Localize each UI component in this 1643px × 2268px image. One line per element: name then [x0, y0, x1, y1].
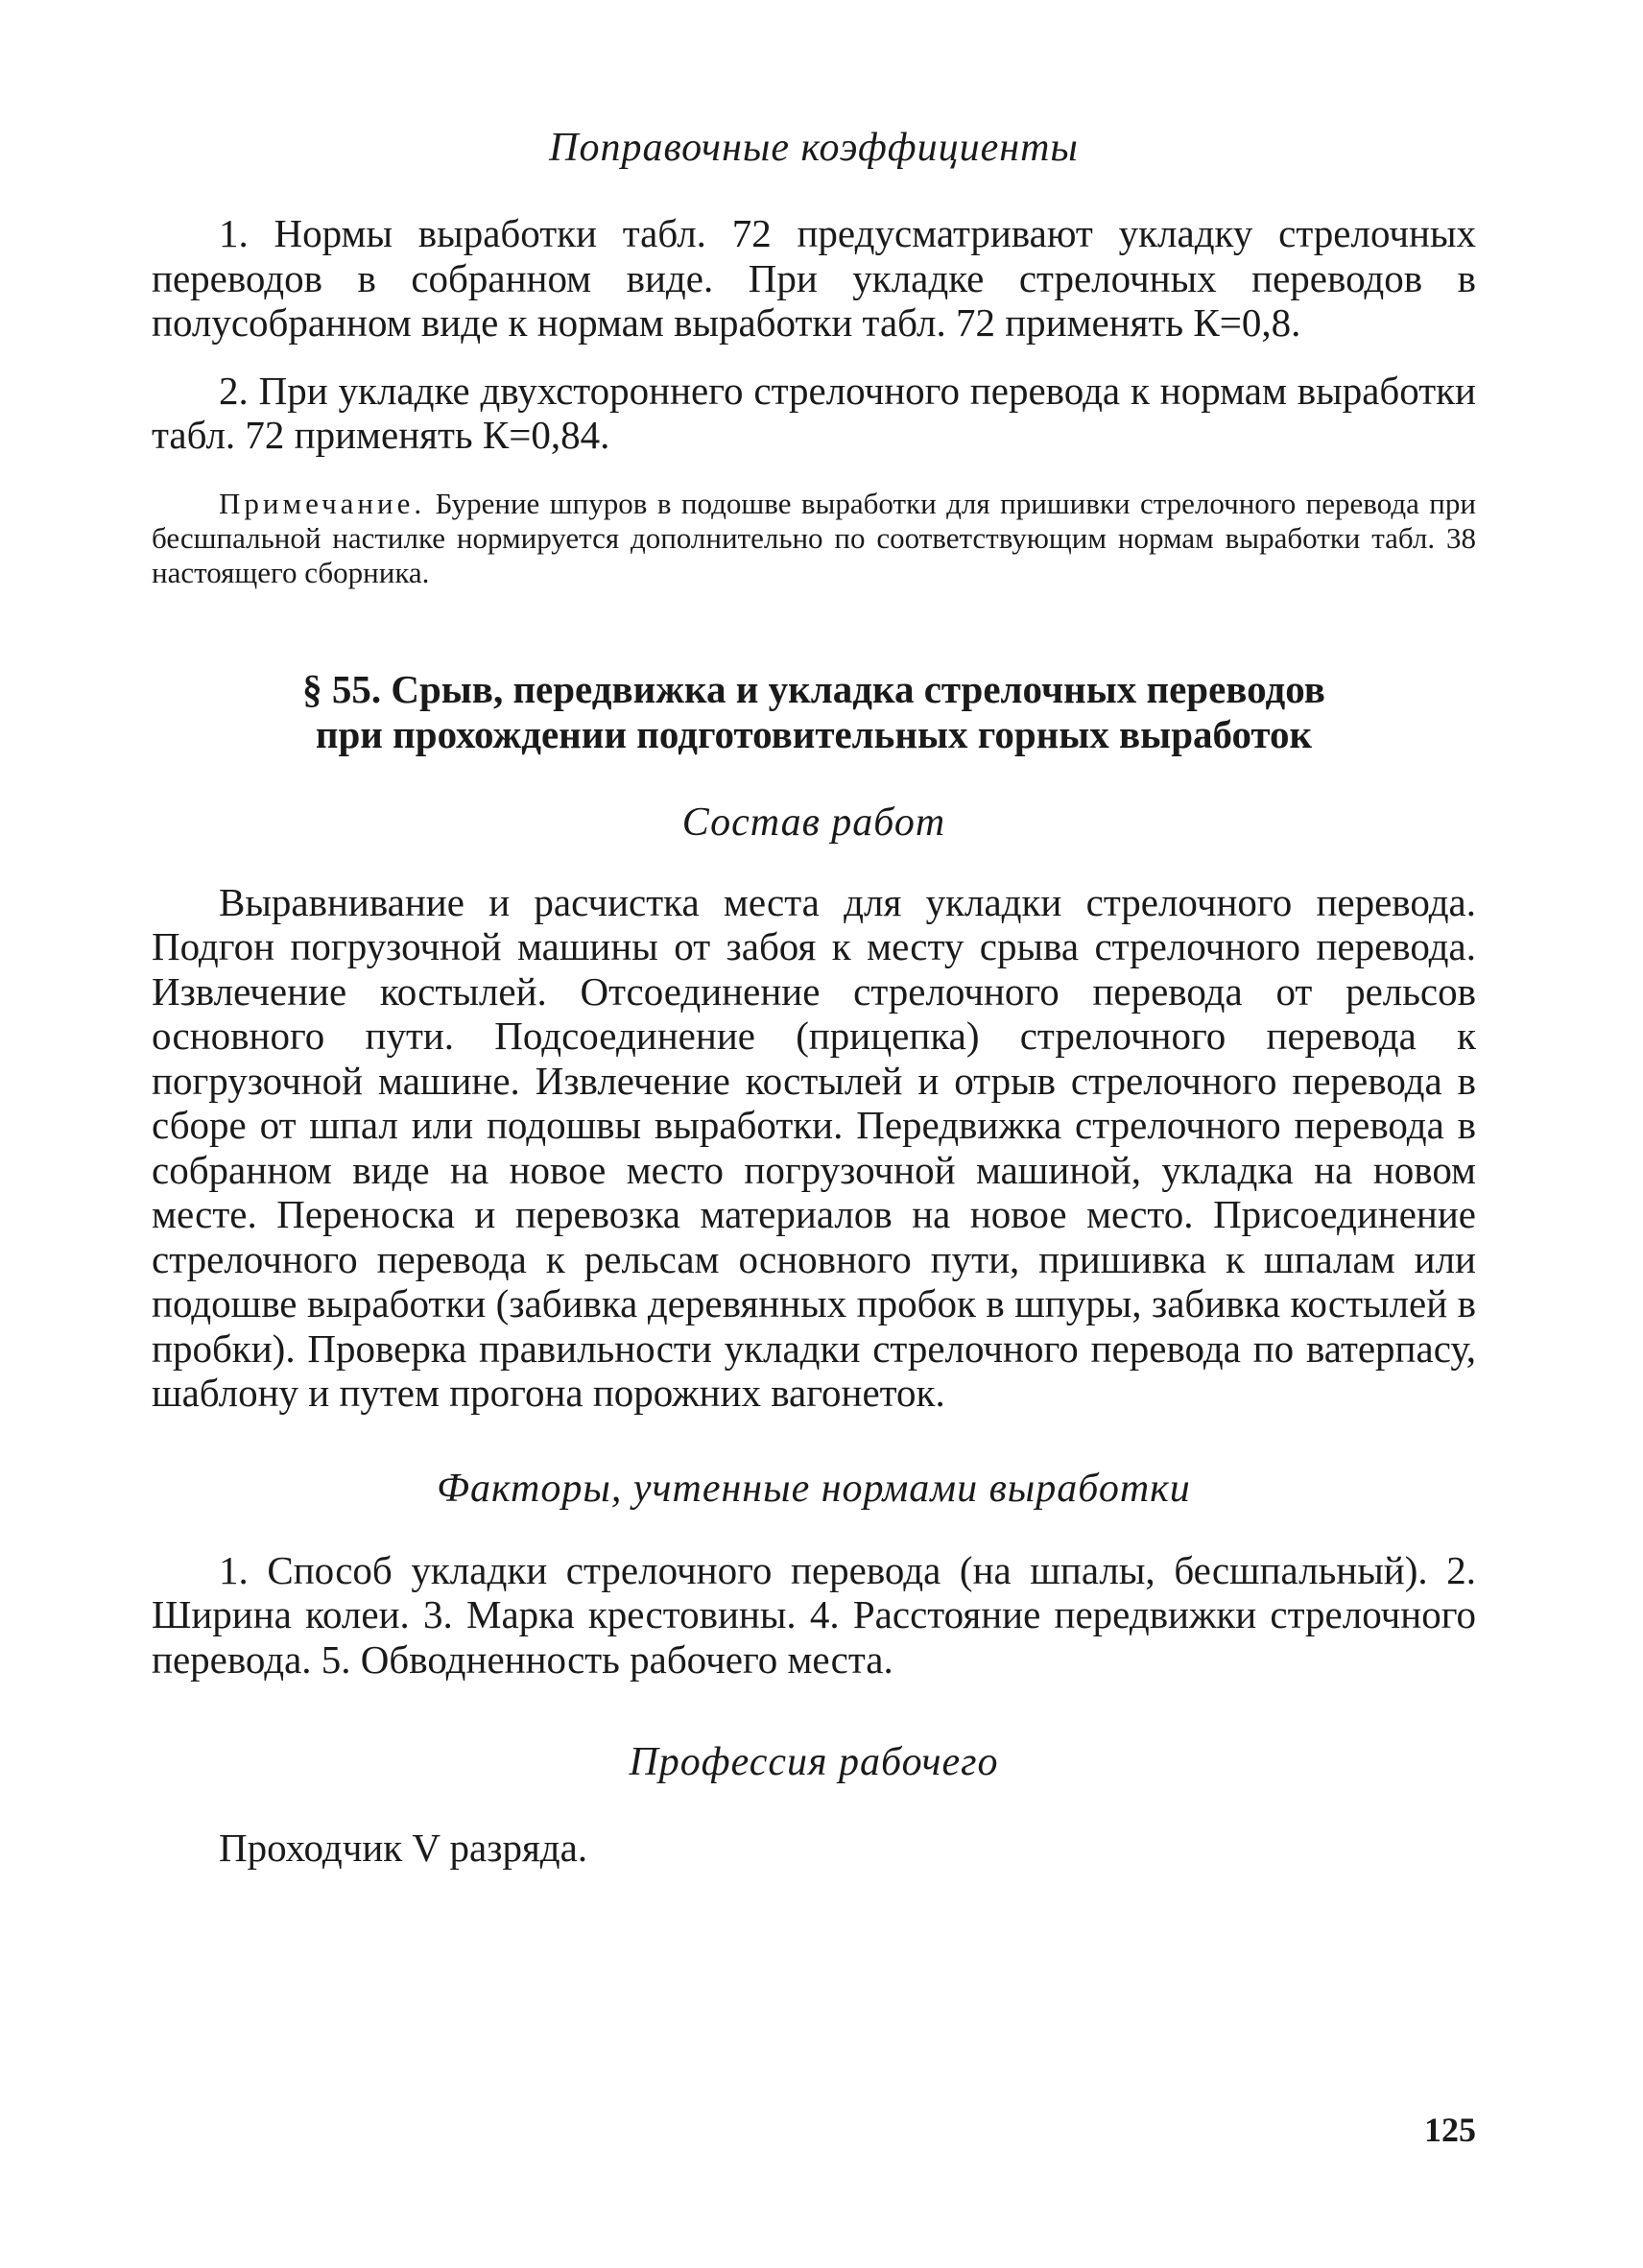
composition-heading: Состав работ — [681, 800, 946, 845]
note-text: Бурение шпуров в подошве выработки для пришивки стрелочного перевода при бесшпальной настилке нормируется дополнительно по соответствующим нормам выработки табл. 38 настоящего сборника. — [152, 486, 1476, 589]
correction-item-2: 2. При укладке двухстороннего стрелочного перевода к нормам выработки табл. 72 применять К=0,84. — [152, 368, 1476, 457]
section-title-line-2: при прохождении подготовительных горных выработок — [315, 711, 1313, 756]
note-paragraph — [152, 487, 1476, 590]
section-55-title — [152, 667, 1476, 757]
section-title-line-1: § 55. Срыв, передвижка и укладка стрелочных переводов — [302, 666, 1325, 711]
note-label: Примечание. — [219, 486, 426, 520]
profession-heading: Профессия рабочего — [629, 1740, 999, 1784]
page-content — [152, 123, 1476, 1871]
correction-coefficients-heading: Поправочные коэффициенты — [549, 126, 1079, 170]
composition-text: Выравнивание и расчистка места для укладки стрелочного перевода. Подгон погрузочной машины от забоя к месту срыва стрелочного перевода. Извлечение костылей. Отсоединение стрелочного перевода от рельсов основного пути. Подсоединение (прицепка) стрелочного перевода к погрузочной машине. Извлечение костылей и отрыв стрелочного перевода в сборе от шпал или подошвы выработки. Передвижка стрелочного перевода в собранном виде на новое место погрузочной машиной, укладка на новом месте. Переноска и перевозка материалов на новое место. Присоединение стрелочного перевода к рельсам основного пути, пришивка к шпалам или подошве выработки (забивка деревянных пробок в шпуры, забивка костылей в пробки). Проверка правильности укладки стрелочного перевода по ватерпасу, шаблону и путем прогона порожних вагонеток. — [152, 879, 1476, 1415]
profession-text: Проходчик V разряда. — [219, 1826, 588, 1870]
factors-text: 1. Способ укладки стрелочного перевода (на шпалы, бесшпальный). 2. Ширина колеи. 3. Марка крестовины. 4. Расстояние передвижки стрелочного перевода. 5. Обводненность рабочего места. — [152, 1547, 1476, 1682]
page-number: 125 — [1424, 2111, 1476, 2149]
factors-heading: Факторы, учтенные нормами выработки — [437, 1466, 1191, 1511]
correction-item-1: 1. Нормы выработки табл. 72 предусматривают укладку стрелочных переводов в собранном виде. При укладке стрелочных переводов в полусобранном виде к нормам выработки табл. 72 применять К=0,8. — [152, 211, 1476, 345]
